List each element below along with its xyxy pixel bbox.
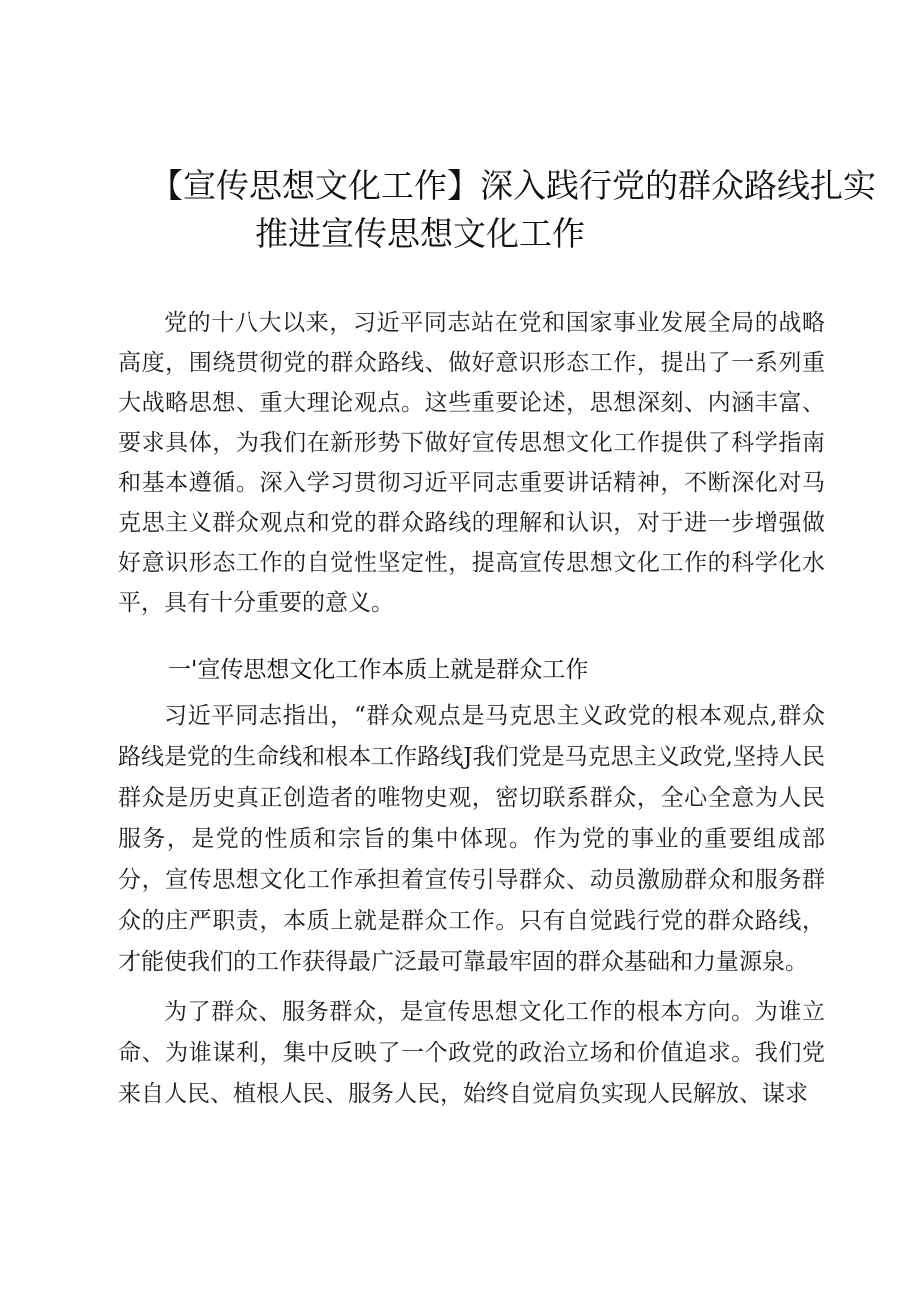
paragraph-mass-line: 习近平同志指出，“群众观点是马克思主义政党的根本观点,群众路线是党的生命线和根本工作路线J我们党是马克思主义政党,坚持人民群众是历史真正创造者的唯物史观，密切联系群众，全心全意为人民服务，是党的性质和宗旨的集中体现。作为党的事业的重要组成部分，宣传思想文化工作承担着宣传引导群众、动员激励群众和服务群众的庄严职责，本质上就是群众工作。只有自觉践行党的群众路线，才能使我们的工作获得最广泛最可靠最牢固的群众基础和力量源泉。 [118,703,825,975]
paragraph-intro: 党的十八大以来，习近平同志站在党和国家事业发展全局的战略高度，围绕贯彻党的群众路线、做好意识形态工作，提出了一系列重大战略思想、重大理论观点。这些重要论述，思想深刻、内涵丰富、要求具体，为我们在新形势下做好宣传思想文化工作提供了科学指南和基本遵循。深入学习贯彻习近平同志重要讲话精神，不断深化对马克思主义群众观点和党的群众路线的理解和认识，对于进一步增强做好意识形态工作的自觉性坚定性，提高宣传思想文化工作的科学化水平，具有十分重要的意义。 [118,310,825,616]
document-title [150,162,876,258]
title-line-1: 【宣传思想文化工作】深入践行党的群众路线扎实 [150,166,876,205]
paragraph-serve-masses: 为了群众、服务群众，是宣传思想文化工作的根本方向。为谁立命、为谁谋利，集中反映了一个政党的政治立场和价值追求。我们党来自人民、植根人民、服务人民，始终自觉肩负实现人民解放、谋求 [118,999,825,1107]
section-heading: 一'宣传思想文化工作本质上就是群众工作 [168,657,589,683]
title-line-2: 推进宣传思想文化工作 [255,214,585,253]
